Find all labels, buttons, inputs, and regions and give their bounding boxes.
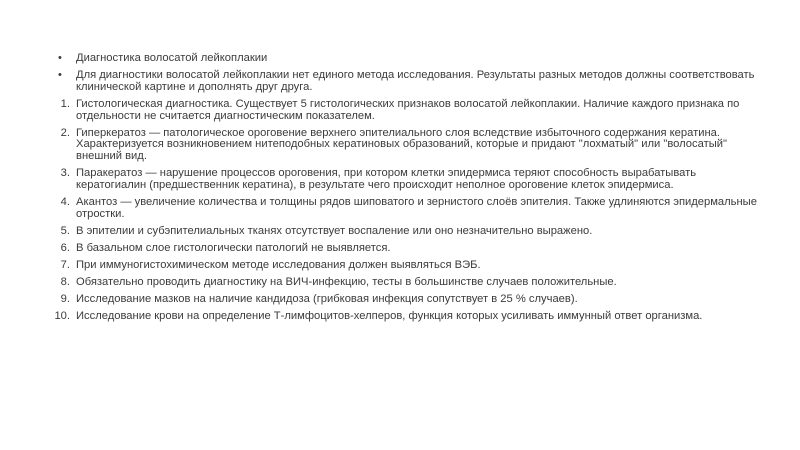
bullet-text-intro: Для диагностики волосатой лейкоплакии нет единого метода исследования. Результаты разных методов должны соответствовать клинической картине и дополнять друг друга.: [76, 68, 755, 93]
bullet-item-title: [48, 53, 763, 65]
numbered-item-8: [48, 277, 763, 289]
number-marker: 2.: [60, 126, 70, 139]
numbered-item-6: [48, 243, 763, 255]
numbered-text: При иммуногистохимическом методе исследования должен выявляться ВЭБ.: [76, 258, 481, 271]
numbered-item-4: [48, 197, 763, 221]
number-marker: 5.: [60, 224, 70, 237]
number-marker: 7.: [60, 258, 70, 271]
number-marker: 3.: [60, 167, 70, 180]
numbered-text: Исследование крови на определение Т-лимфоцитов-хелперов, функция которых усиливать иммунный ответ организма.: [76, 309, 703, 322]
bullet-marker: •: [58, 52, 62, 64]
numbered-item-5: [48, 226, 763, 238]
numbered-text: Обязательно проводить диагностику на ВИЧ-инфекцию, тесты в большинстве случаев положительные.: [76, 275, 617, 288]
numbered-text: Акантоз — увеличение количества и толщины рядов шиповатого и зернистого слоёв эпителия. Также удлиняются эпидермальные отростки.: [76, 195, 757, 220]
slide-body: [48, 53, 763, 328]
numbered-item-10: [48, 311, 763, 323]
number-marker: 9.: [60, 292, 70, 305]
numbered-text: В базальном слое гистологически патологий не выявляется.: [76, 241, 391, 254]
number-marker: 6.: [60, 241, 70, 254]
number-marker: 1.: [60, 97, 70, 110]
numbered-text: В эпителии и субэпителиальных тканях отсутствует воспаление или оно незначительно выражено.: [76, 224, 593, 237]
bullet-marker: •: [58, 68, 62, 81]
numbered-item-2: [48, 128, 763, 163]
bullet-text-title: Диагностика волосатой лейкоплакии: [76, 52, 268, 64]
numbered-item-7: [48, 260, 763, 272]
numbered-text: Гиперкератоз — патологическое ороговение верхнего эпителиального слоя вследствие избыточного содержания кератина. Характеризуется возникновением нитеподобных кератиновых образований, которые и придают "лохматый" или "волосатый" внешний вид.: [76, 126, 727, 163]
numbered-item-3: [48, 168, 763, 192]
number-marker: 4.: [60, 195, 70, 208]
number-marker: 10.: [54, 309, 70, 322]
numbered-item-1: [48, 99, 763, 123]
numbered-item-9: [48, 294, 763, 306]
numbered-text: Гистологическая диагностика. Существует 5 гистологических признаков волосатой лейкоплакии. Наличие каждого признака по отдельности не считается диагностическим показателем.: [76, 97, 740, 122]
numbered-text: Паракератоз — нарушение процессов ороговения, при котором клетки эпидермиса теряют способность вырабатывать кератогиалин (предшественник кератина), в результате чего происходит неполное ороговение клеток эпидермиса.: [76, 167, 697, 191]
number-marker: 8.: [60, 275, 70, 288]
bullet-item-intro: [48, 70, 763, 94]
numbered-text: Исследование мазков на наличие кандидоза (грибковая инфекция сопутствует в 25 % случаев).: [76, 292, 578, 305]
